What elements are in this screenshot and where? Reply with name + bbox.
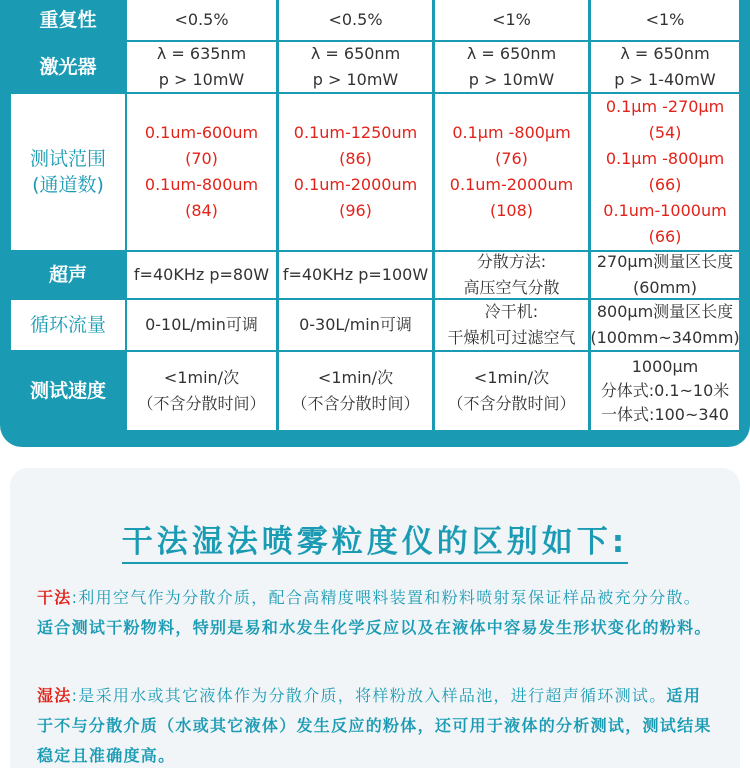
- comparison-card: [10, 468, 740, 768]
- table-cell: <1min/次 （不含分散时间）: [127, 352, 276, 430]
- table-cell: <1min/次 （不含分散时间）: [435, 352, 588, 430]
- dry-description: :利用空气作为分散介质，配合高精度喂料装置和粉料喷射泵保证样品被充分分散。: [71, 588, 702, 607]
- spec-table-grid: [11, 0, 739, 432]
- table-cell: <1%: [591, 0, 739, 40]
- dry-highlight: 适合测试干粉物料，特别是易和水发生化学反应以及在液体中容易发生形状变化的粉料。: [37, 618, 712, 637]
- table-cell: <0.5%: [127, 0, 276, 40]
- table-cell: λ = 635nm p > 10mW: [127, 42, 276, 92]
- table-cell: 0.1μm -800μm (76) 0.1um-2000um (108): [435, 94, 588, 250]
- table-row-ultrasound: [11, 252, 739, 298]
- dry-method-paragraph: [37, 583, 717, 643]
- wet-method-paragraph: [37, 681, 717, 771]
- table-cell: f=40KHz p=80W: [127, 252, 276, 298]
- wet-description: :是采用水或其它液体作为分散介质，将样粉放入样品池，进行超声循环测试。: [71, 686, 667, 705]
- table-cell: 分散方法: 高压空气分散: [435, 252, 588, 298]
- table-cell: <1%: [435, 0, 588, 40]
- row-header: 循环流量: [11, 300, 125, 350]
- table-cell: 0.1um-600um (70) 0.1um-800um (84): [127, 94, 276, 250]
- table-cell: <1min/次 （不含分散时间）: [279, 352, 432, 430]
- dry-term: 干法: [37, 588, 72, 607]
- table-cell: 0.1um-1250um (86) 0.1um-2000um (96): [279, 94, 432, 250]
- row-header: 测试速度: [11, 352, 125, 430]
- table-cell: <0.5%: [279, 0, 432, 40]
- row-header: 激光器: [11, 42, 125, 92]
- table-row-laser: [11, 42, 739, 92]
- row-header: 重复性: [11, 0, 125, 40]
- table-cell: 冷干机: 干燥机可过滤空气: [435, 300, 588, 350]
- table-row-speed: [11, 352, 739, 430]
- table-cell: 0.1μm -270μm (54) 0.1μm -800μm (66) 0.1um-1000um (66): [591, 94, 739, 250]
- wet-term: 湿法: [37, 686, 72, 705]
- table-cell: f=40KHz p=100W: [279, 252, 432, 298]
- table-row-repeatability: [11, 0, 739, 40]
- card-title: 干法湿法喷雾粒度仪的区别如下:: [10, 516, 740, 561]
- row-header: 测试范围 (通道数): [11, 94, 125, 250]
- table-row-range: [11, 94, 739, 250]
- table-cell: 0-10L/min可调: [127, 300, 276, 350]
- row-header: 超声: [11, 252, 125, 298]
- wet-highlight: 适用于不与分散介质（水或其它液体）发生反应的粉体，还可用于液体的分析测试，测试结果稳定且准确度高。: [37, 686, 712, 765]
- table-cell: 0-30L/min可调: [279, 300, 432, 350]
- table-cell: λ = 650nm p > 10mW: [435, 42, 588, 92]
- table-row-flow: [11, 300, 739, 350]
- table-cell: λ = 650nm p > 10mW: [279, 42, 432, 92]
- table-cell: 270μm测量区长度 (60mm): [591, 252, 739, 298]
- table-cell: λ = 650nm p > 1-40mW: [591, 42, 739, 92]
- table-cell: 800μm测量区长度 (100mm~340mm): [591, 300, 739, 350]
- table-cell: 1000μm 分体式:0.1~10米 一体式:100~340: [591, 352, 739, 430]
